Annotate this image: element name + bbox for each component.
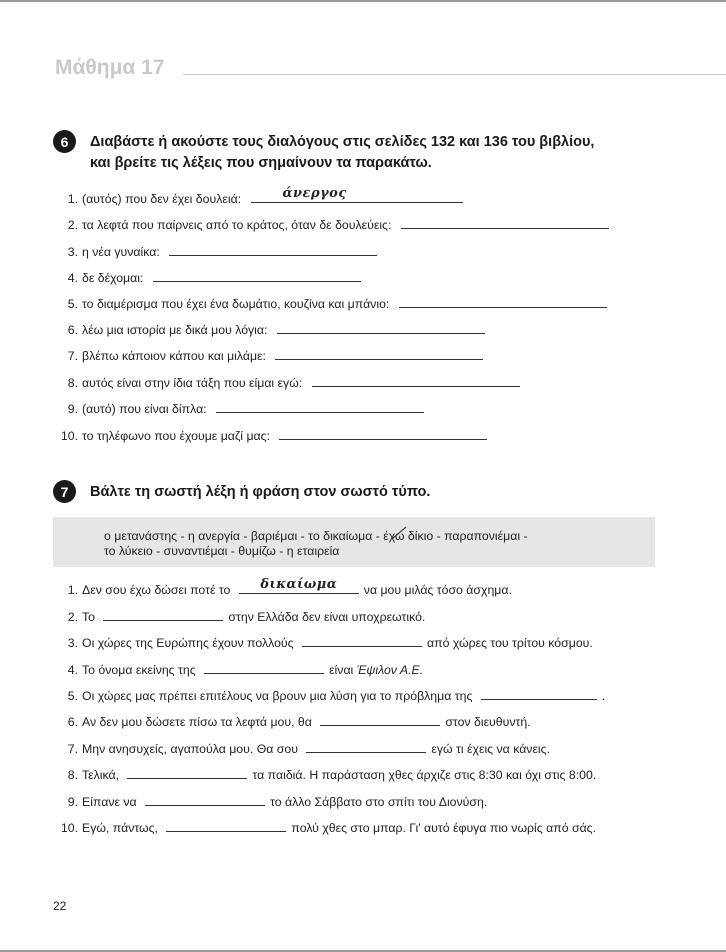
item-text: Το bbox=[82, 610, 95, 624]
item-text: Οι χώρες μας πρέπει επιτέλους να βρουν μια λύση για το πρόβλημα της bbox=[82, 689, 473, 703]
item-text: βλέπω κάποιον κάπου και μιλάμε: bbox=[82, 349, 266, 363]
item-text: να μου μιλάς τόσο άσχημα. bbox=[363, 583, 512, 597]
item-text: Μην ανησυχείς, αγαπούλα μου. Θα σου bbox=[82, 742, 298, 756]
instruction-line: Διαβάστε ή ακούστε τους διαλόγους στις σελίδες 132 και 136 του βιβλίου, bbox=[90, 134, 595, 150]
ex7-item-4 bbox=[56, 661, 423, 678]
item-number: 8. bbox=[67, 768, 78, 782]
item-number: 10. bbox=[60, 429, 78, 443]
item-text: τα παιδιά. Η παράσταση χθες άρχιζε στις 8:30 και όχι στις 8:00. bbox=[252, 768, 597, 782]
company-name: Έψιλον Α.Ε. bbox=[356, 663, 424, 677]
word-box-line: ο μετανάστης - η ανεργία - βαριέμαι - το δικαίωμα - έχω δίκιο - παραπονιέμαι - bbox=[104, 529, 528, 543]
item-text: εγώ τι έχεις να κάνεις. bbox=[431, 742, 551, 756]
ex6-item-5 bbox=[56, 295, 607, 312]
answer-blank[interactable] bbox=[302, 634, 422, 647]
ex6-item-7 bbox=[56, 347, 483, 364]
item-number: 4. bbox=[67, 271, 78, 285]
page-number: 22 bbox=[53, 899, 67, 913]
answer-blank[interactable] bbox=[169, 243, 377, 256]
answer-blank[interactable] bbox=[306, 740, 426, 753]
answer-blank[interactable] bbox=[320, 713, 440, 726]
exercise-6-heading bbox=[53, 132, 594, 174]
ex7-item-5 bbox=[56, 687, 605, 704]
item-number: 3. bbox=[67, 245, 78, 259]
ex6-item-2 bbox=[56, 216, 609, 233]
ex6-item-3 bbox=[56, 243, 377, 260]
item-number: 1. bbox=[67, 192, 78, 206]
item-number: 6. bbox=[67, 715, 78, 729]
item-number: 3. bbox=[67, 636, 78, 650]
item-text: είναι bbox=[329, 663, 354, 677]
answer-blank[interactable] bbox=[216, 400, 424, 413]
item-text: στον διευθυντή. bbox=[445, 715, 531, 729]
item-text: Δεν σου έχω δώσει ποτέ το bbox=[82, 583, 231, 597]
instruction-line: και βρείτε τις λέξεις που σημαίνουν τα παρακάτω. bbox=[90, 155, 432, 171]
ex7-item-7 bbox=[56, 740, 550, 757]
ex7-item-1 bbox=[56, 577, 512, 598]
checkmark-icon bbox=[390, 525, 408, 543]
item-text: πολύ χθες στο μπαρ. Γι' αυτό έφυγα πιο νωρίς από σάς. bbox=[291, 821, 597, 835]
ex6-item-1 bbox=[56, 186, 463, 207]
handwritten-answer: δικαίωμα bbox=[260, 577, 338, 592]
ex6-item-4 bbox=[56, 269, 361, 286]
item-text: από χώρες του τρίτου κόσμου. bbox=[427, 636, 593, 650]
ex6-item-9 bbox=[56, 400, 424, 417]
exercise-7-instruction: Βάλτε τη σωστή λέξη ή φράση στον σωστό τύπο. bbox=[90, 484, 431, 500]
lesson-title: Μάθημα 17 bbox=[55, 56, 165, 79]
item-text: . bbox=[601, 689, 606, 703]
answer-blank[interactable] bbox=[103, 608, 223, 621]
item-number: 5. bbox=[67, 689, 78, 703]
answer-blank[interactable] bbox=[481, 687, 597, 700]
word-box bbox=[53, 517, 655, 567]
item-text: αυτός είναι στην ίδια τάξη που είμαι εγώ: bbox=[82, 376, 303, 390]
answer-blank[interactable] bbox=[251, 186, 463, 203]
answer-blank[interactable] bbox=[166, 819, 286, 832]
exercise-6-instruction bbox=[90, 132, 594, 174]
answer-blank[interactable] bbox=[277, 321, 485, 334]
item-number: 7. bbox=[67, 742, 78, 756]
item-text: Εγώ, πάντως, bbox=[82, 821, 158, 835]
item-text: (αυτό) που είναι δίπλα: bbox=[82, 402, 207, 416]
exercise-number-badge: 7 bbox=[53, 480, 76, 503]
item-text: το άλλο Σάββατο στο σπίτι του Διονύση. bbox=[270, 795, 488, 809]
answer-blank[interactable] bbox=[312, 374, 520, 387]
answer-blank[interactable] bbox=[399, 295, 607, 308]
item-text: Τελικά, bbox=[82, 768, 120, 782]
ex7-item-2 bbox=[56, 608, 425, 625]
answer-blank[interactable] bbox=[401, 216, 609, 229]
ex7-item-3 bbox=[56, 634, 593, 651]
item-number: 4. bbox=[67, 663, 78, 677]
answer-blank[interactable] bbox=[239, 577, 359, 594]
handwritten-answer: άνεργος bbox=[282, 186, 347, 201]
item-number: 5. bbox=[67, 297, 78, 311]
item-number: 2. bbox=[67, 218, 78, 232]
item-text: Αν δεν μου δώσετε πίσω τα λεφτά μου, θα bbox=[82, 715, 312, 729]
item-text: (αυτός) που δεν έχει δουλειά: bbox=[82, 192, 242, 206]
item-text: τα λεφτά που παίρνεις από το κράτος, όταν δε δουλεύεις: bbox=[82, 218, 392, 232]
item-text: η νέα γυναίκα: bbox=[82, 245, 160, 259]
item-text: το τηλέφωνο που έχουμε μαζί μας: bbox=[82, 429, 270, 443]
word-box-line: το λύκειο - συναντιέμαι - θυμίζω - η εταιρεία bbox=[104, 544, 340, 558]
item-number: 6. bbox=[67, 323, 78, 337]
item-number: 10. bbox=[60, 821, 78, 835]
ex7-item-10 bbox=[56, 819, 596, 836]
answer-blank[interactable] bbox=[127, 766, 247, 779]
item-text: το διαμέρισμα που έχει ένα δωμάτιο, κουζίνα και μπάνιο: bbox=[82, 297, 390, 311]
ex6-item-6 bbox=[56, 321, 485, 338]
answer-blank[interactable] bbox=[145, 793, 265, 806]
item-number: 8. bbox=[67, 376, 78, 390]
answer-blank[interactable] bbox=[279, 427, 487, 440]
item-text: Οι χώρες της Ευρώπης έχουν πολλούς bbox=[82, 636, 294, 650]
exercise-number-badge: 6 bbox=[53, 130, 76, 153]
header-rule bbox=[183, 74, 726, 75]
ex7-item-6 bbox=[56, 713, 531, 730]
ex6-item-8 bbox=[56, 374, 520, 391]
ex6-item-10 bbox=[56, 427, 487, 444]
item-number: 2. bbox=[67, 610, 78, 624]
item-number: 1. bbox=[67, 583, 78, 597]
item-text: λέω μια ιστορία με δικά μου λόγια: bbox=[82, 323, 268, 337]
ex7-item-8 bbox=[56, 766, 596, 783]
item-number: 7. bbox=[67, 349, 78, 363]
ex7-item-9 bbox=[56, 793, 487, 810]
item-number: 9. bbox=[67, 795, 78, 809]
item-text: στην Ελλάδα δεν είναι υποχρεωτικό. bbox=[228, 610, 426, 624]
item-text: δε δέχομαι: bbox=[82, 271, 144, 285]
exercise-7-heading bbox=[53, 482, 430, 503]
item-text: Το όνομα εκείνης της bbox=[82, 663, 196, 677]
answer-blank[interactable] bbox=[275, 347, 483, 360]
answer-blank[interactable] bbox=[204, 661, 324, 674]
item-number: 9. bbox=[67, 402, 78, 416]
item-text: Είπανε να bbox=[82, 795, 137, 809]
answer-blank[interactable] bbox=[153, 269, 361, 282]
